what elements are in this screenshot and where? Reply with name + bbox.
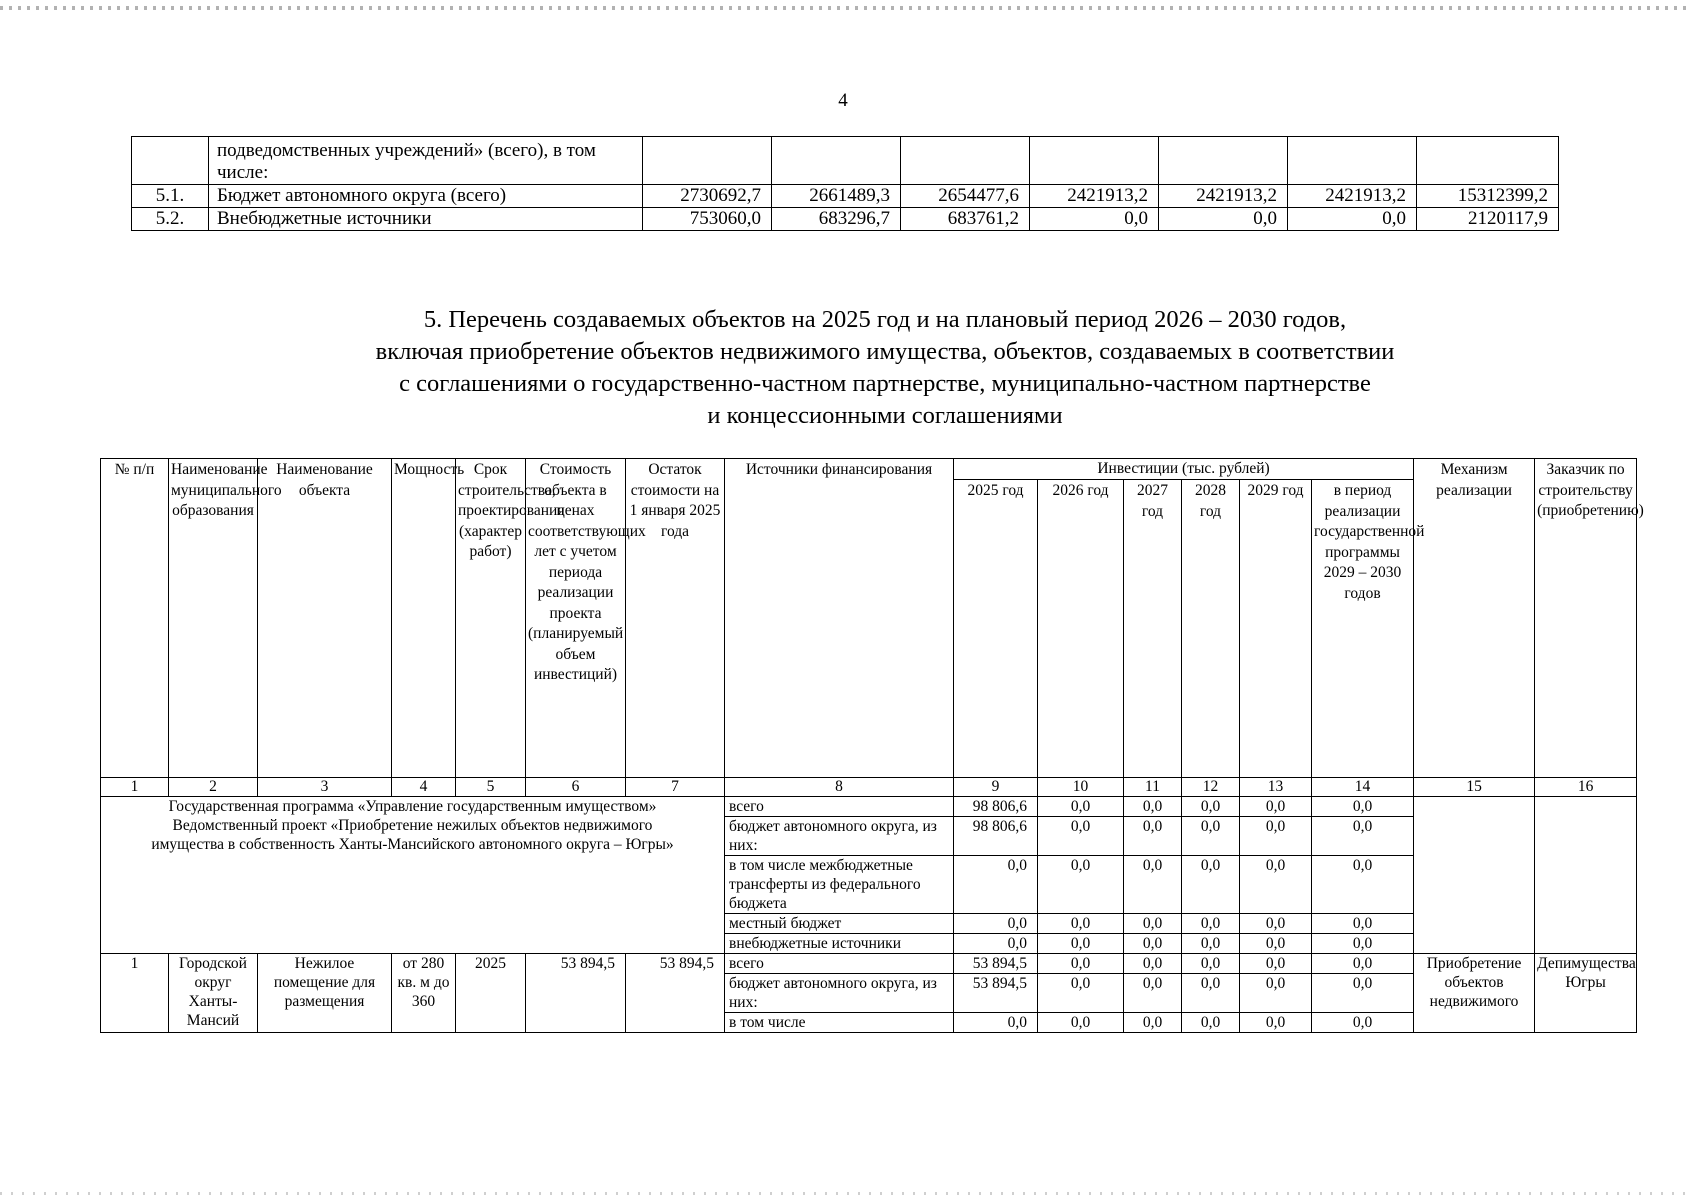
scan-artifact-top — [0, 6, 1686, 10]
value-cell: 0,0 — [1240, 954, 1312, 974]
value-cell: 98 806,6 — [954, 797, 1038, 817]
table-row — [132, 208, 1559, 231]
value-cell: 0,0 — [1312, 934, 1414, 954]
object-name: Нежилое помещение для размещения — [258, 954, 392, 1033]
value-cell: 0,0 — [1124, 797, 1182, 817]
header-cell: Стоимость объекта в ценах соответствующих лет с учетом периода реализации проекта (планируемый объем инвестиций) — [526, 459, 626, 778]
value-cell: 0,0 — [1124, 817, 1182, 856]
header-cell: Наименование объекта — [258, 459, 392, 778]
value-cell: 0,0 — [1182, 856, 1240, 914]
value-cell: 0,0 — [1038, 914, 1124, 934]
value-cell: 0,0 — [1182, 914, 1240, 934]
value-cell: 0,0 — [954, 1013, 1038, 1033]
value-cell: 0,0 — [1159, 208, 1288, 231]
header-cell: 2028 год — [1182, 480, 1240, 778]
value-cell: 2654477,6 — [901, 185, 1030, 208]
value-cell: 53 894,5 — [954, 974, 1038, 1013]
value-cell: 2421913,2 — [1159, 185, 1288, 208]
header-cell: Инвестиции (тыс. рублей) — [954, 459, 1414, 480]
value-cell: 0,0 — [1038, 1013, 1124, 1033]
value-cell: 0,0 — [1124, 914, 1182, 934]
value-cell: 683296,7 — [772, 208, 901, 231]
source-cell: в том числе межбюджетные трансферты из федерального бюджета — [725, 856, 954, 914]
index-cell: 4 — [392, 778, 456, 797]
value-cell: 0,0 — [1240, 974, 1312, 1013]
value-cell: 0,0 — [1312, 954, 1414, 974]
value-cell: 0,0 — [1182, 797, 1240, 817]
value-cell: 0,0 — [954, 934, 1038, 954]
index-cell: 11 — [1124, 778, 1182, 797]
index-cell: 16 — [1535, 778, 1637, 797]
source-cell: внебюджетные источники — [725, 934, 954, 954]
row-number: 5.1. — [132, 185, 209, 208]
project-line: Ведомственный проект «Приобретение нежилых объектов недвижимого имущества в собственность Ханты-Мансийского автономного округа – Югры» — [151, 817, 674, 853]
continuation-text: подведомственных учреждений» (всего), в том числе: — [209, 137, 643, 185]
value-cell: 0,0 — [954, 914, 1038, 934]
value-cell: 0,0 — [1312, 797, 1414, 817]
value-cell: 0,0 — [1240, 817, 1312, 856]
header-cell: Заказчик по строительству (приобретению) — [1535, 459, 1637, 778]
index-cell: 3 — [258, 778, 392, 797]
value-cell: 98 806,6 — [954, 817, 1038, 856]
value-cell: 2730692,7 — [643, 185, 772, 208]
value-cell: 0,0 — [1240, 797, 1312, 817]
program-title — [101, 797, 725, 954]
source-cell: бюджет автономного округа, из них: — [725, 974, 954, 1013]
header-cell: Источники финансирования — [725, 459, 954, 778]
table-row — [101, 954, 1637, 974]
value-cell: 0,0 — [1182, 974, 1240, 1013]
value-cell: 0,0 — [1240, 914, 1312, 934]
index-cell: 10 — [1038, 778, 1124, 797]
value-cell: 0,0 — [1312, 817, 1414, 856]
header-cell: Мощность — [392, 459, 456, 778]
source-cell: бюджет автономного округа, из них: — [725, 817, 954, 856]
header-cell: 2026 год — [1038, 480, 1124, 778]
value-cell: 2421913,2 — [1030, 185, 1159, 208]
index-cell: 14 — [1312, 778, 1414, 797]
header-cell: Наименование муниципального образования — [169, 459, 258, 778]
index-cell: 8 — [725, 778, 954, 797]
column-index-row — [101, 778, 1637, 797]
value-cell: 0,0 — [1240, 856, 1312, 914]
value-cell: 0,0 — [1038, 934, 1124, 954]
municipality-name: Городской округ Ханты-Мансий — [169, 954, 258, 1033]
header-cell: № п/п — [101, 459, 169, 778]
value-cell: 0,0 — [1182, 954, 1240, 974]
value-cell: 0,0 — [1124, 1013, 1182, 1033]
value-cell: 0,0 — [1038, 856, 1124, 914]
object-capacity: от 280 кв. м до 360 — [392, 954, 456, 1033]
value-cell: 0,0 — [1182, 817, 1240, 856]
value-cell: 0,0 — [1240, 1013, 1312, 1033]
value-cell: 2421913,2 — [1288, 185, 1417, 208]
value-cell: 0,0 — [1038, 954, 1124, 974]
value-cell: 0,0 — [1038, 817, 1124, 856]
value-cell: 0,0 — [1182, 934, 1240, 954]
object-term: 2025 — [456, 954, 526, 1033]
program-line: Государственная программа «Управление государственным имуществом» — [168, 798, 657, 815]
source-cell: в том числе — [725, 1013, 954, 1033]
header-cell: 2029 год — [1240, 480, 1312, 778]
value-cell: 0,0 — [1182, 1013, 1240, 1033]
value-cell: 2661489,3 — [772, 185, 901, 208]
value-cell: 0,0 — [1312, 856, 1414, 914]
heading-line: и концессионными соглашениями — [707, 402, 1063, 429]
budget-summary-table — [131, 136, 1559, 231]
header-cell: 2027 год — [1124, 480, 1182, 778]
header-cell: Механизм реализации — [1414, 459, 1535, 778]
value-cell: 0,0 — [1240, 934, 1312, 954]
value-cell: 0,0 — [1312, 914, 1414, 934]
heading-line: с соглашениями о государственно-частном партнерстве, муниципально-частном партнерстве — [399, 370, 1371, 397]
value-cell: 0,0 — [954, 856, 1038, 914]
row-name: Бюджет автономного округа (всего) — [209, 185, 643, 208]
object-remainder: 53 894,5 — [626, 954, 725, 1033]
section-heading — [0, 304, 1686, 432]
table-row — [132, 137, 1559, 185]
objects-table — [100, 458, 1644, 1033]
index-cell: 2 — [169, 778, 258, 797]
header-cell: Остаток стоимости на 1 января 2025 года — [626, 459, 725, 778]
value-cell: 0,0 — [1288, 208, 1417, 231]
value-cell: 0,0 — [1124, 934, 1182, 954]
object-cost: 53 894,5 — [526, 954, 626, 1033]
source-cell: всего — [725, 797, 954, 817]
source-cell: местный бюджет — [725, 914, 954, 934]
object-mechanism: Приобретение объектов недвижимого — [1414, 954, 1535, 1033]
index-cell: 9 — [954, 778, 1038, 797]
value-cell: 0,0 — [1124, 954, 1182, 974]
index-cell: 7 — [626, 778, 725, 797]
object-number: 1 — [101, 954, 169, 1033]
header-cell: Срок строительства, проектирования (характер работ) — [456, 459, 526, 778]
scan-artifact-bottom — [0, 1192, 1686, 1195]
value-cell: 0,0 — [1124, 974, 1182, 1013]
header-row — [101, 459, 1637, 480]
value-cell: 0,0 — [1312, 1013, 1414, 1033]
row-number: 5.2. — [132, 208, 209, 231]
value-cell: 0,0 — [1312, 974, 1414, 1013]
index-cell: 15 — [1414, 778, 1535, 797]
value-cell: 683761,2 — [901, 208, 1030, 231]
source-cell: всего — [725, 954, 954, 974]
heading-line: 5. Перечень создаваемых объектов на 2025 год и на плановый период 2026 – 2030 годов, — [423, 306, 1347, 333]
row-name: Внебюджетные источники — [209, 208, 643, 231]
table-row — [101, 797, 1637, 817]
index-cell: 6 — [526, 778, 626, 797]
value-cell: 753060,0 — [643, 208, 772, 231]
value-cell: 0,0 — [1030, 208, 1159, 231]
heading-line: включая приобретение объектов недвижимого имущества, объектов, создаваемых в соответствии — [375, 338, 1395, 365]
index-cell: 1 — [101, 778, 169, 797]
value-cell: 2120117,9 — [1417, 208, 1559, 231]
value-cell: 0,0 — [1124, 856, 1182, 914]
index-cell: 12 — [1182, 778, 1240, 797]
header-cell: в период реализации государственной программы 2029 – 2030 годов — [1312, 480, 1414, 778]
page-number: 4 — [838, 90, 848, 111]
value-cell: 0,0 — [1038, 974, 1124, 1013]
object-customer: Депимущества Югры — [1535, 954, 1637, 1033]
header-cell: 2025 год — [954, 480, 1038, 778]
index-cell: 13 — [1240, 778, 1312, 797]
value-cell: 15312399,2 — [1417, 185, 1559, 208]
value-cell: 53 894,5 — [954, 954, 1038, 974]
table-row — [132, 185, 1559, 208]
index-cell: 5 — [456, 778, 526, 797]
value-cell: 0,0 — [1038, 797, 1124, 817]
